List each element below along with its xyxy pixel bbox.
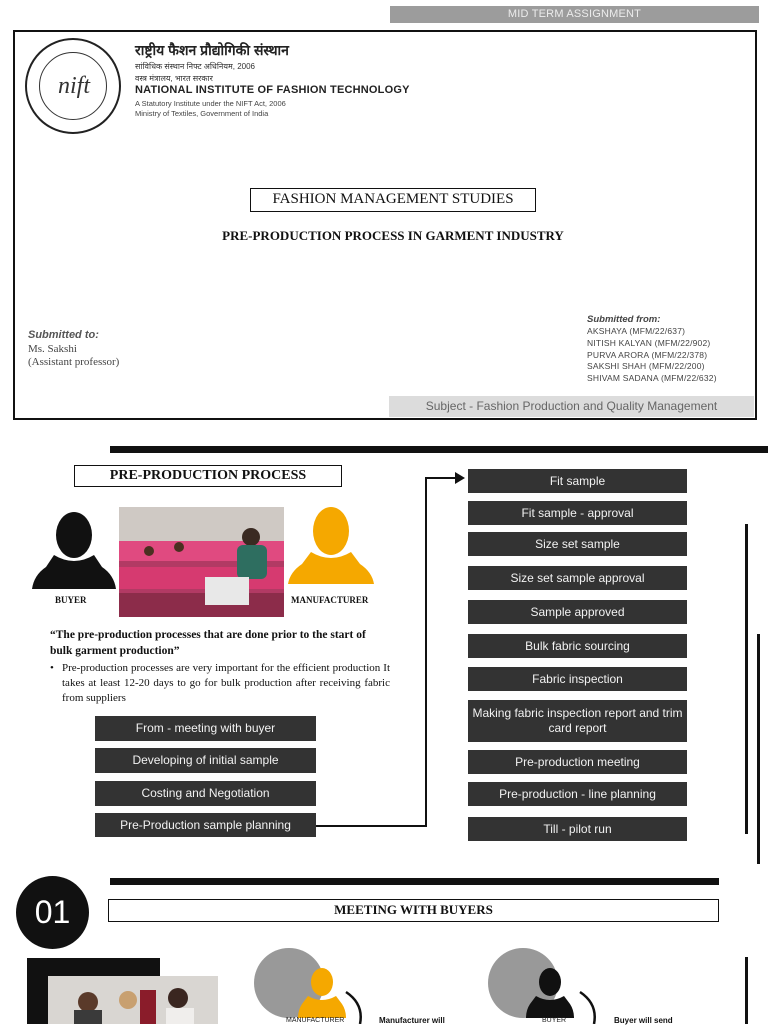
institute-hindi-line3: वस्त्र मंत्रालय, भारत सरकार: [135, 74, 213, 83]
section-divider: [110, 878, 719, 885]
process-title: PRE-PRODUCTION PROCESS: [74, 465, 342, 487]
curve-bracket-icon: [578, 990, 600, 1024]
institute-ministry: Ministry of Textiles, Government of India: [135, 109, 269, 118]
left-step: Costing and Negotiation: [95, 781, 316, 806]
institute-hindi-name: राष्ट्रीय फैशन प्रौद्योगिकी संस्थान: [135, 42, 289, 58]
curve-bracket-icon: [344, 990, 366, 1024]
left-step: Pre-Production sample planning: [95, 813, 316, 837]
bullet-text: Pre-production processes are very important for the efficient production It takes at least 12-20 days to go for bulk production after receiving fabric from suppliers: [62, 662, 390, 704]
manufacturer-avatar-icon: [298, 966, 346, 1018]
team-member: NITISH KALYAN (MFM/22/902): [587, 338, 711, 348]
right-step: Fabric inspection: [468, 667, 687, 691]
buyer-label: BUYER: [55, 595, 87, 605]
assignment-tag: MID TERM ASSIGNMENT: [390, 6, 759, 23]
team-member: AKSHAYA (MFM/22/637): [587, 326, 686, 336]
bullet-dot-icon: •: [50, 662, 54, 674]
department-title: FASHION MANAGEMENT STUDIES: [250, 188, 536, 212]
right-step: Pre-production - line planning: [468, 782, 687, 806]
team-member: SAKSHI SHAH (MFM/22/200): [587, 361, 705, 371]
submitted-from-label: Submitted from:: [587, 314, 661, 325]
seal-monogram: nift: [57, 73, 90, 99]
buyer-silhouette-icon: [32, 511, 116, 589]
section-divider: [110, 446, 768, 453]
right-step: Making fabric inspection report and trim card report: [468, 700, 687, 742]
right-step: Size set sample approval: [468, 566, 687, 590]
right-step: Bulk fabric sourcing: [468, 634, 687, 658]
submitted-to-name: Ms. Sakshi: [28, 343, 77, 355]
subject-banner: Subject - Fashion Production and Quality Management: [389, 396, 754, 417]
nift-seal-logo: [25, 38, 121, 134]
connector-line: [425, 477, 457, 479]
submitted-to-role: (Assistant professor): [28, 356, 120, 368]
document-title: PRE-PRODUCTION PROCESS IN GARMENT INDUSTRY: [222, 228, 564, 243]
institute-name: NATIONAL INSTITUTE OF FASHION TECHNOLOGY: [135, 84, 410, 96]
meeting-title: MEETING WITH BUYERS: [108, 899, 719, 922]
side-bar: [745, 957, 748, 1024]
connector-line: [425, 477, 427, 827]
right-step: Fit sample - approval: [468, 501, 687, 525]
right-step: Fit sample: [468, 469, 687, 493]
team-member: PURVA ARORA (MFM/22/378): [587, 350, 708, 360]
team-member: SHIVAM SADANA (MFM/22/632): [587, 373, 717, 383]
left-step: Developing of initial sample: [95, 748, 316, 773]
manufacturer-label: MANUFACTURER: [291, 595, 369, 605]
buyer-caption: BUYER: [542, 1017, 567, 1024]
buyer-note: Buyer will send: [614, 1016, 673, 1025]
right-step: Size set sample: [468, 532, 687, 556]
left-step: From - meeting with buyer: [95, 716, 316, 741]
institute-hindi-line2: सांविधिक संस्थान निफ्ट अधिनियम, 2006: [135, 62, 255, 71]
definition-quote: “The pre-production processes that are done prior to the start of bulk garment production”: [50, 629, 366, 657]
arrow-head-icon: [455, 472, 465, 484]
manufacturer-note: Manufacturer will: [379, 1016, 445, 1025]
factory-photo: [119, 507, 284, 617]
meeting-photo: [48, 976, 218, 1024]
buyer-avatar-icon: [526, 966, 574, 1018]
right-step: Pre-production meeting: [468, 750, 687, 774]
submitted-to-label: Submitted to:: [28, 329, 99, 341]
right-step: Till - pilot run: [468, 817, 687, 841]
side-bar: [745, 524, 748, 834]
manufacturer-caption: MANUFACTURER: [286, 1017, 345, 1024]
bullet-point: [50, 661, 390, 706]
section-number-badge: 01: [16, 876, 89, 949]
manufacturer-silhouette-icon: [288, 506, 374, 584]
side-bar: [757, 634, 760, 864]
institute-statute: A Statutory Institute under the NIFT Act, 2006: [135, 99, 286, 108]
right-step: Sample approved: [468, 600, 687, 624]
connector-line: [316, 825, 426, 827]
